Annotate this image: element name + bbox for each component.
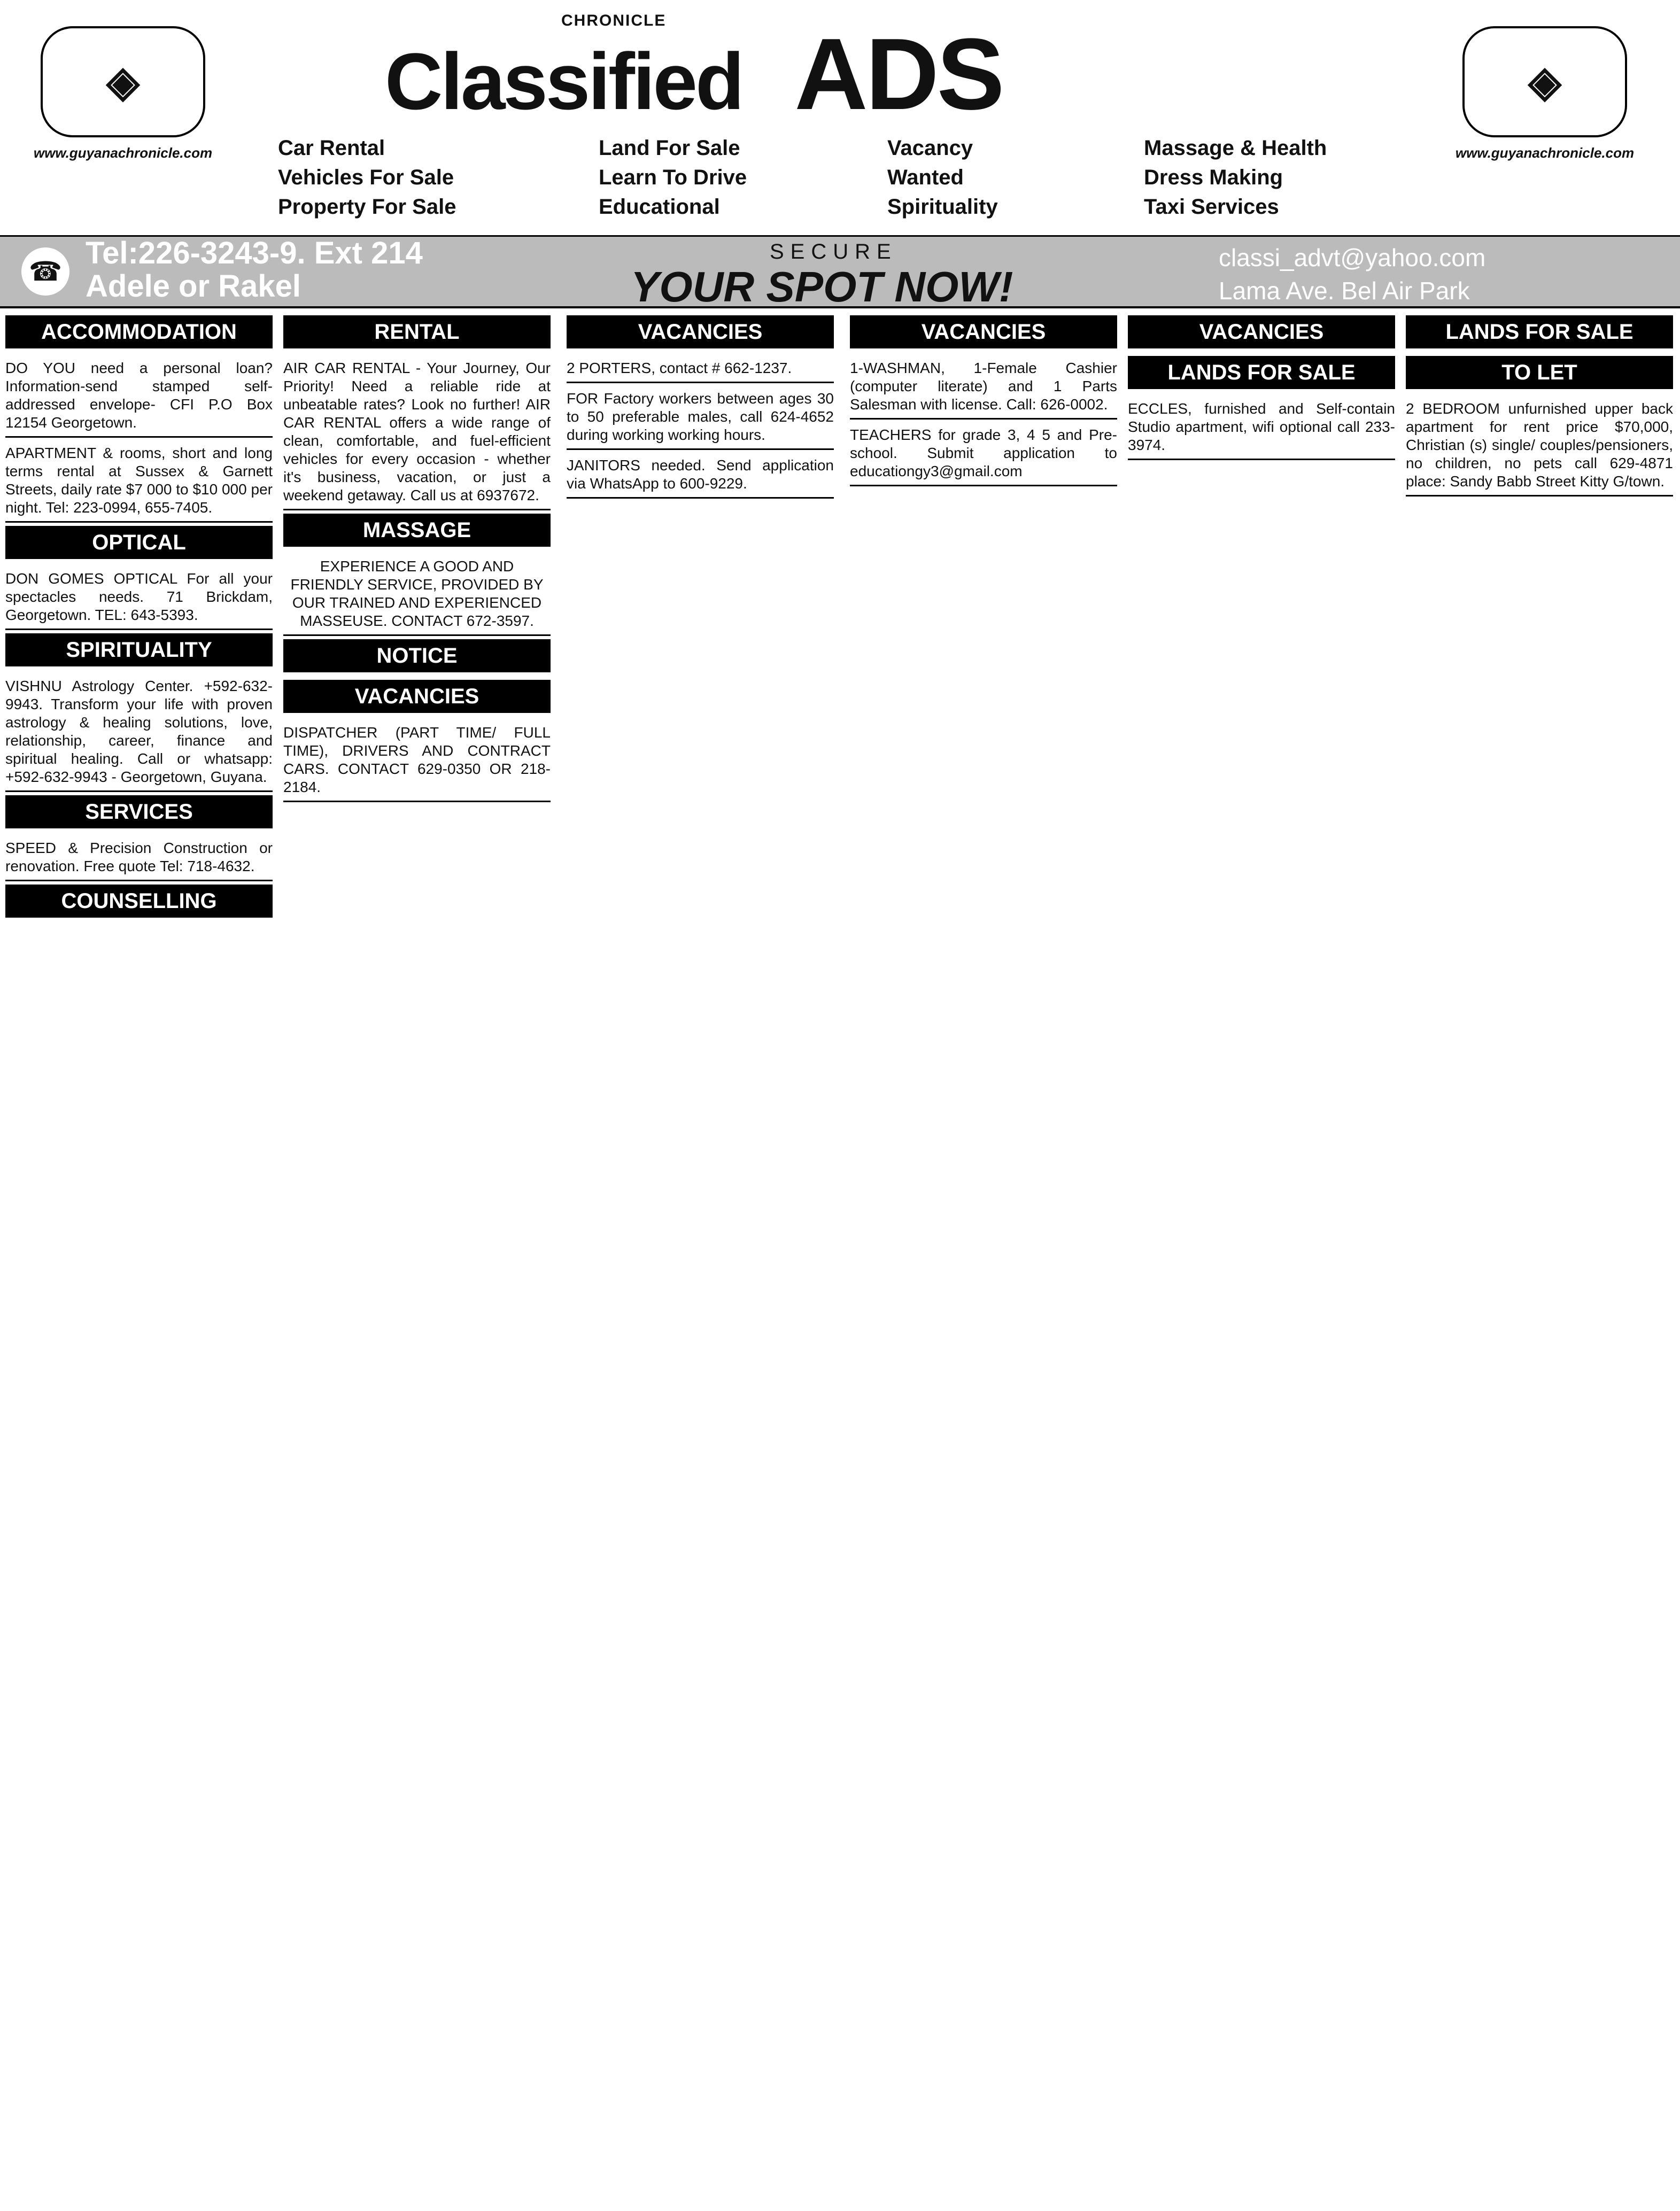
spot-label: YOUR SPOT NOW! [631, 263, 1013, 311]
classified-ad: 1-WASHMAN, 1-Female Cashier (computer literate) and 1 Parts Salesman with license. Call: 626-0002. [850, 356, 1117, 420]
column-lands-tolet [1406, 315, 1673, 2202]
category: Property For Sale [278, 195, 456, 219]
website-url: www.guyanachronicle.com [33, 144, 213, 161]
section-heading: LANDS FOR SALE [1406, 315, 1673, 348]
section-heading: OPTICAL [5, 526, 273, 559]
column-vacancies-1 [567, 315, 834, 2202]
classified-ad: SPEED & Precision Construction or renovation. Free quote Tel: 718-4632. [5, 836, 273, 881]
section-heading: SPIRITUALITY [5, 633, 273, 666]
classified-label: Classified [385, 36, 742, 126]
section-heading: MASSAGE [283, 514, 551, 547]
phone-icon: ☎ [21, 247, 69, 296]
contact-bar [0, 235, 1680, 311]
classified-ad: DO YOU need a personal loan? Information-send stamped self-addressed envelope- CFI P.O Box 12154 Georgetown. [5, 356, 273, 438]
category: Taxi Services [1144, 195, 1279, 219]
brand-title [385, 12, 1003, 133]
section-heading: RENTAL [283, 315, 551, 348]
classified-ad: TEACHERS for grade 3, 4 5 and Pre-school. Submit application to educationgy3@gmail.com [850, 423, 1117, 486]
classified-ad: JANITORS needed. Send application via WhatsApp to 600-9229. [567, 453, 834, 499]
category-column-4 [1144, 134, 1327, 222]
category: Spirituality [887, 195, 998, 219]
classified-ad: AIR CAR RENTAL - Your Journey, Our Priority! Need a reliable ride at unbeatable rates? Look no further! AIR CAR RENTAL offers a wide range of clean, comfortable, and fuel-efficient vehicles for every occasion - whether it's business, vacation, or just a weekend getaway. Call us at 6937672. [283, 356, 551, 510]
category-column-1 [278, 134, 456, 222]
category: Car Rental [278, 136, 385, 160]
section-heading: VACANCIES [283, 680, 551, 713]
section-heading: VACANCIES [1128, 315, 1395, 348]
website-url: www.guyanachronicle.com [1455, 144, 1635, 161]
phone-number: Tel:226-3243-9. Ext 214 [86, 236, 423, 270]
phone-block [86, 237, 423, 303]
category: Massage & Health [1144, 136, 1327, 160]
classified-ad: FOR Factory workers between ages 30 to 50 preferable males, call 624-4652 during working working hours. [567, 386, 834, 450]
classified-ad: APARTMENT & rooms, short and long terms rental at Sussex & Garnett Streets, daily rate $7 000 to $10 000 per night. Tel: 223-0994, 655-7405. [5, 441, 273, 523]
newspaper-emblem-icon: ◈ [1462, 26, 1627, 137]
contact-info [1219, 241, 1485, 307]
left-logo [21, 16, 224, 171]
section-heading: COUNSELLING [5, 885, 273, 918]
column-rental [283, 315, 551, 2202]
classified-ad: DON GOMES OPTICAL For all your spectacles needs. 71 Brickdam, Georgetown. TEL: 643-5393. [5, 567, 273, 630]
classified-ad: 2 BEDROOM unfurnished upper back apartment for rent price $70,000, Christian (s) single/ couples/pensioners, no children, no pets call 629-4871 place: Sandy Babb Street Kitty G/town. [1406, 397, 1673, 496]
category-column-2 [599, 134, 747, 222]
section-heading: NOTICE [283, 639, 551, 672]
category: Dress Making [1144, 166, 1283, 189]
section-heading: VACANCIES [567, 315, 834, 348]
classified-ad: VISHNU Astrology Center. +592-632-9943. Transform your life with proven astrology & healing solutions, love, relationship, career, finance and spiritual healing. Call or whatsapp: +592-632-9943 - Georgetown, Guyana. [5, 674, 273, 792]
category: Educational [599, 195, 720, 219]
classified-ad: 2 PORTERS, contact # 662-1237. [567, 356, 834, 383]
secure-label: SECURE [770, 240, 897, 263]
column-vacancies-3 [1128, 315, 1395, 2202]
column-vacancies-2 [850, 315, 1117, 2202]
section-heading: ACCOMMODATION [5, 315, 273, 348]
classified-ad: DISPATCHER (PART TIME/ FULL TIME), DRIVERS AND CONTRACT CARS. CONTACT 629-0350 OR 218-2184. [283, 720, 551, 802]
category: Learn To Drive [599, 166, 747, 189]
section-heading: VACANCIES [850, 315, 1117, 348]
classified-ad: EXPERIENCE A GOOD AND FRIENDLY SERVICE, PROVIDED BY OUR TRAINED AND EXPERIENCED MASSEUSE. CONTACT 672-3597. [283, 554, 551, 636]
category-column-3 [887, 134, 998, 222]
ads-label: ADS [794, 18, 1003, 131]
category: Land For Sale [599, 136, 740, 160]
category: Wanted [887, 166, 964, 189]
classified-ad: ECCLES, furnished and Self-contain Studio apartment, wifi optional call 233-3974. [1128, 397, 1395, 460]
office-address: Lama Ave. Bel Air Park [1219, 277, 1470, 305]
right-logo [1443, 16, 1646, 171]
masthead [0, 0, 1680, 237]
category: Vehicles For Sale [278, 166, 454, 189]
section-heading: TO LET [1406, 356, 1673, 389]
section-heading: LANDS FOR SALE [1128, 356, 1395, 389]
category: Vacancy [887, 136, 973, 160]
newspaper-emblem-icon: ◈ [41, 26, 205, 137]
chronicle-label: CHRONICLE [561, 12, 667, 29]
section-heading: SERVICES [5, 795, 273, 828]
column-accommodation [5, 315, 273, 2202]
contact-names: Adele or Rakel [86, 269, 301, 304]
email-address: classi_advt@yahoo.com [1219, 244, 1486, 271]
